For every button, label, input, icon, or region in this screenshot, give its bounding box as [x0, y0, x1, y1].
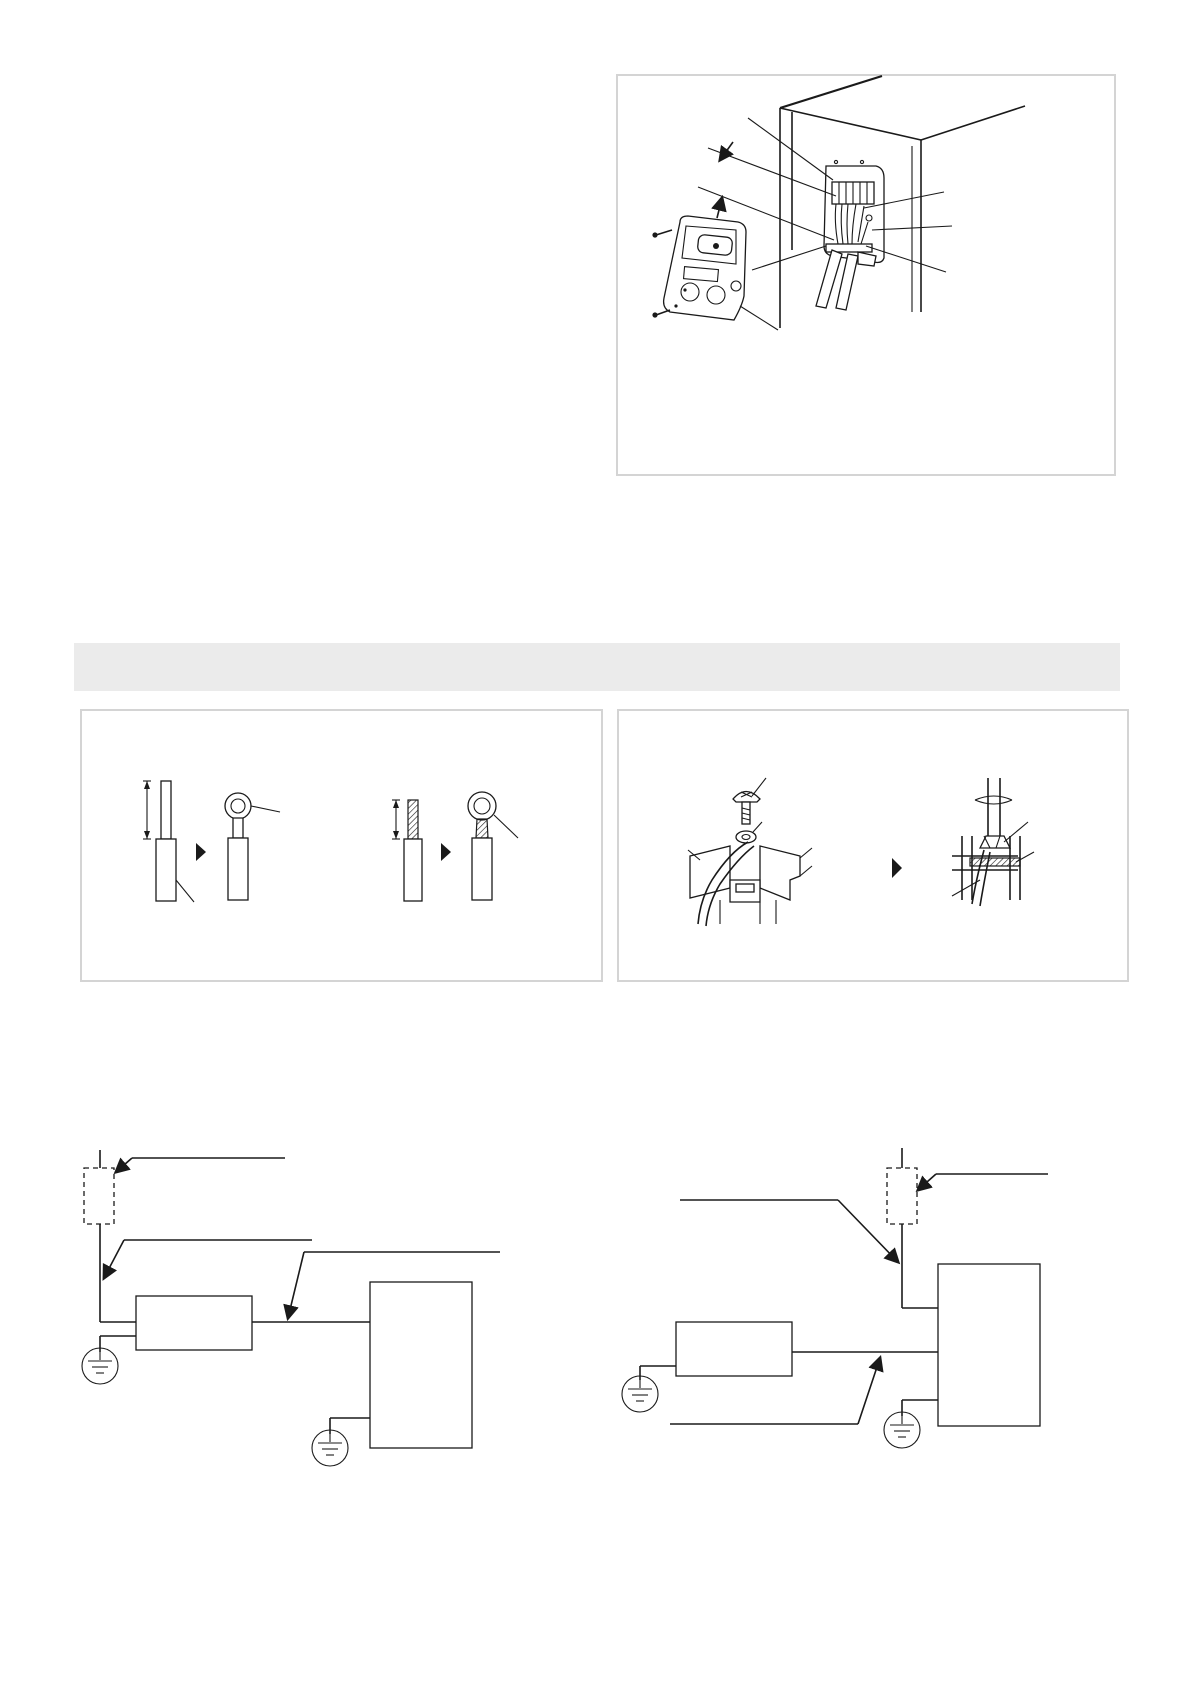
ground-icon: [884, 1412, 920, 1448]
outdoor-unit-box: [136, 1296, 252, 1350]
power-cables: [816, 250, 876, 310]
terminal-fastening: [688, 778, 1034, 926]
washer: [736, 822, 762, 843]
indoor-unit-box: [938, 1264, 1040, 1426]
screw-icon: [733, 778, 766, 824]
wire-end-preparation: [143, 781, 518, 902]
ground-icon: [82, 1348, 118, 1384]
direction-arrow: [717, 198, 722, 218]
cover-screw: [652, 230, 672, 238]
ring-terminal-solid: [468, 792, 518, 900]
outdoor-unit-box: [676, 1322, 792, 1376]
step-arrow-icon: [892, 858, 902, 878]
step-arrow-icon: [196, 843, 206, 861]
wiring-diagram-right: [622, 1148, 1048, 1448]
breaker-dashed-box: [84, 1168, 114, 1224]
terminal-plate: [824, 160, 884, 262]
fastened-terminal: [952, 778, 1034, 906]
breaker-dashed-box: [887, 1168, 917, 1224]
ring-terminal: [225, 793, 280, 900]
stripped-solid-wire: [392, 800, 422, 901]
ground-icon: [622, 1376, 658, 1412]
cabinet-outline: [780, 76, 1025, 328]
terminal-cover: [664, 216, 746, 320]
direction-arrow: [720, 142, 733, 160]
indoor-unit-box: [370, 1282, 472, 1448]
wiring-diagram-left: [82, 1150, 500, 1466]
ground-icon: [312, 1430, 348, 1466]
step-arrow-icon: [441, 843, 451, 861]
stripped-wire: [143, 781, 194, 902]
cover-screw: [652, 310, 670, 318]
indoor-unit-illustration: [652, 76, 1025, 330]
